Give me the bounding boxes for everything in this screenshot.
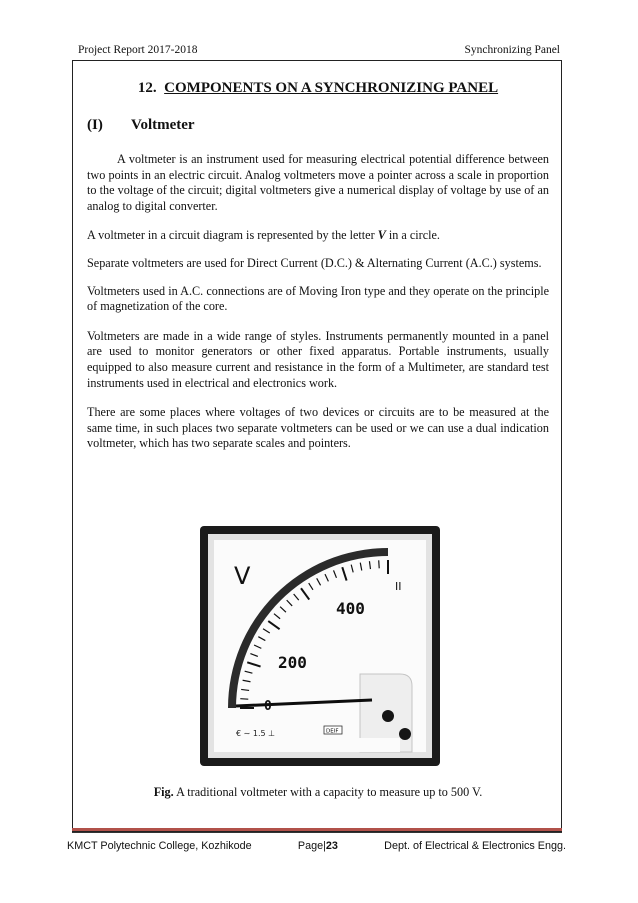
meter-label-200: 200 [278,653,307,672]
footer-college: KMCT Polytechnic College, Kozhikode [67,840,252,852]
voltmeter-image [200,526,440,766]
section-title: Voltmeter [131,117,195,133]
caption-label: Fig. [153,785,174,799]
figure-caption [87,785,549,800]
reset-knob [399,728,411,740]
chapter-title [87,80,549,97]
page-footer [67,840,566,852]
paragraph-dc-ac: Separate voltmeters are used for Direct Current (D.C.) & Alternating Current (A.C.) systems. [87,255,542,270]
header-right: Synchronizing Panel [464,44,560,56]
section-heading [87,117,549,134]
paragraph-definition: A voltmeter is an instrument used for measuring electrical potential difference between two points in an electric circuit. Analog voltmeters move a pointer across a scale in proportion to the voltage of the circuit; digital voltmeters give a numerical display of voltage by use of an analog to digital converter. [87,152,549,213]
meter-symbols: € ∼ 1.5 ⊥ [236,729,276,738]
paragraph-moving-iron: Voltmeters used in A.C. connections are of Moving Iron type and they operate on the principle of magnetization of the core. [87,283,549,314]
caption-text: A traditional voltmeter with a capacity to measure up to 500 V. [173,785,483,799]
bottom-rule-red [72,828,562,831]
paragraph-symbol-after: in a circle. [385,228,440,243]
symbol-letter: V [377,228,386,243]
minor-tick [379,560,380,568]
bottom-rule-dark [72,832,562,833]
minor-tick [240,699,248,700]
running-header [78,44,560,56]
zero-adjust-knob [382,710,394,722]
paragraph-symbol-before: A voltmeter in a circuit diagram is represented by the letter [87,228,378,243]
paragraph-symbol [87,228,549,244]
meter-label-400: 400 [336,599,365,618]
header-left: Project Report 2017-2018 [78,44,198,56]
meter-unit-label: V [234,562,251,590]
page-label: Page| [297,840,326,852]
section-number: (I) [87,117,103,133]
page-content [87,74,549,452]
chapter-number: 12. [137,80,157,96]
range-mark: II [395,580,402,593]
paragraph-dual-indication: There are some places where voltages of two devices or circuits are to be measured at the same time, in such places two separate voltmeters can be used or we can use a dual indication voltmeter, which has two separate scales and pointers. [87,405,549,451]
chapter-title-text: COMPONENTS ON A SYNCHRONIZING PANEL [164,80,499,96]
brand-label: DEIF [326,728,339,735]
meter-label-0: 0 [264,699,272,714]
footer-department: Dept. of Electrical & Electronics Engg. [384,840,566,852]
page-number: 23 [325,840,338,852]
paragraph-styles: Voltmeters are made in a wide range of styles. Instruments permanently mounted in a panel are used to monitor generators or other fixed apparatus. Portable instruments, usually equipped to also measure current and resistance in the form of a Multimeter, are standard test instruments used in electrical and electronics work. [87,328,549,390]
footer-page [298,840,338,852]
